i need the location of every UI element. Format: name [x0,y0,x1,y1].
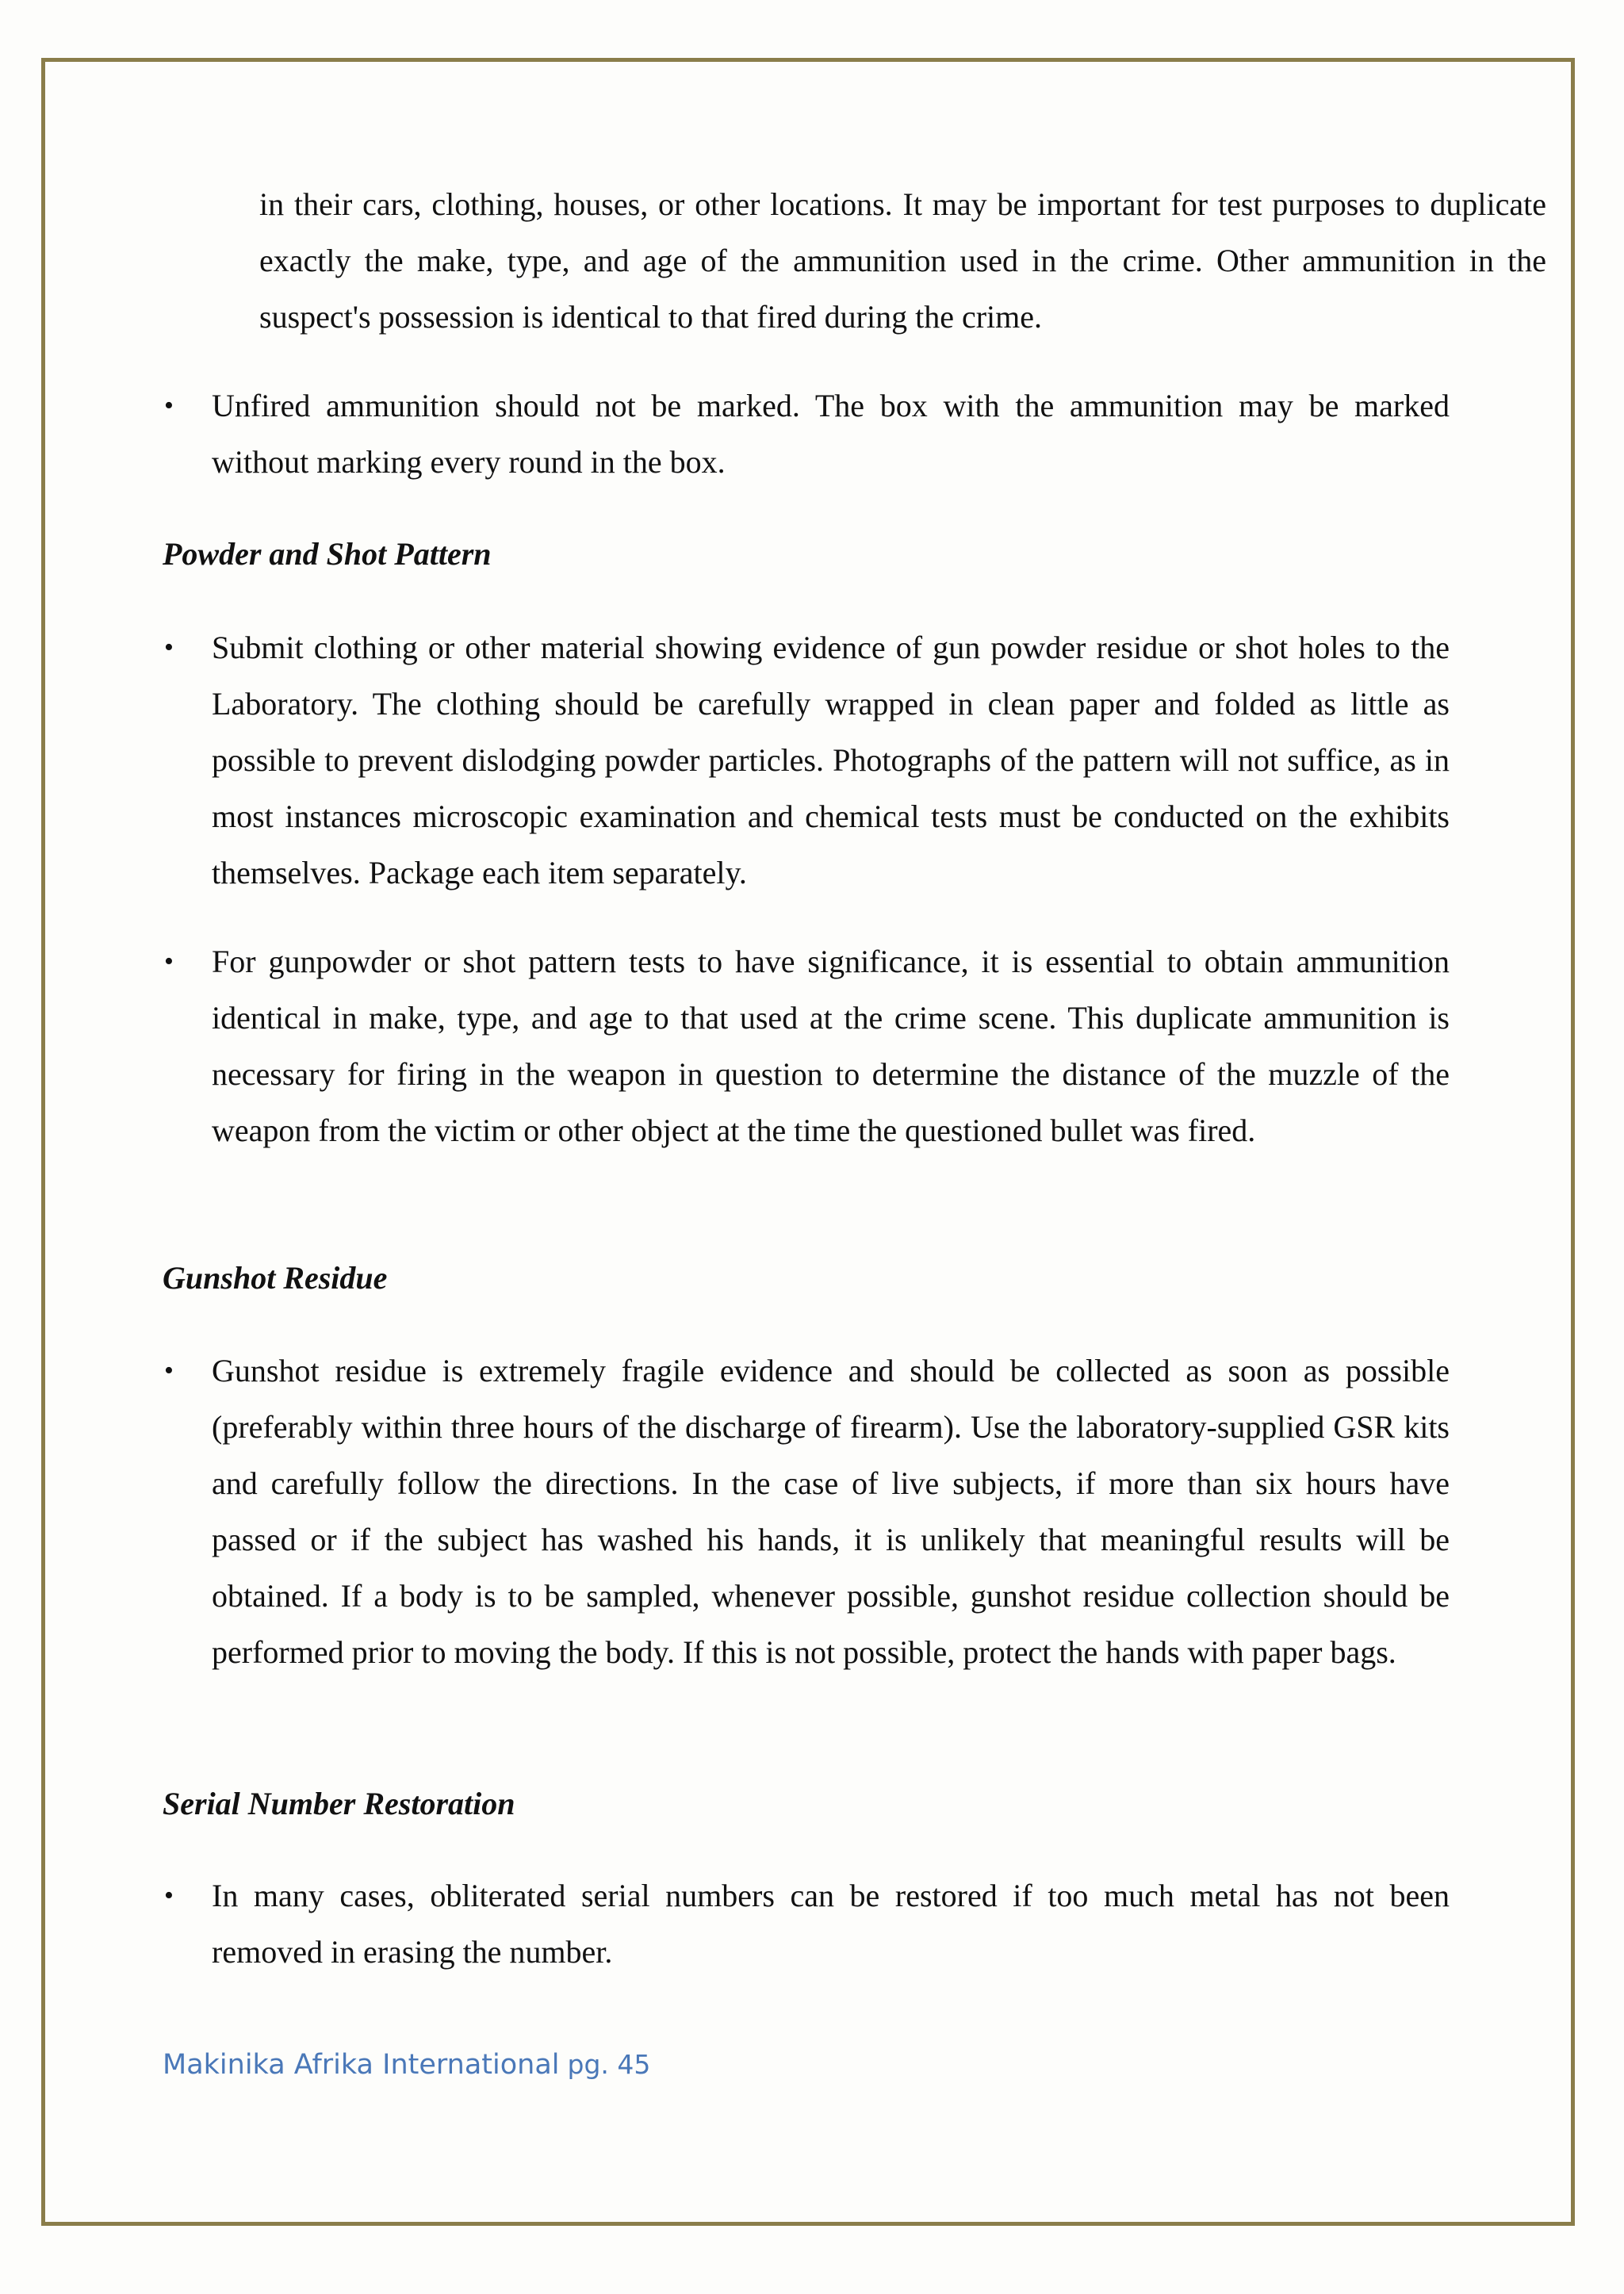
bullet-icon: • [164,1881,174,1910]
list-item-text: Submit clothing or other material showing evidence of gun powder residue or shot holes to the Laboratory. The clothing should be carefully wrapped in clean paper and folded as little as possible to prevent dislodging powder particles. Photographs of the pattern will not suffice, as in most instances microscopic examination and chemical tests must be conducted on the exhibits themselves. Package each item separately. [212,630,1450,890]
list-item-text: Unfired ammunition should not be marked. The box with the ammunition may be marked without marking every round in the box. [212,388,1450,480]
bullet-icon: • [164,947,174,976]
continuation-paragraph: in their cars, clothing, houses, or other locations. It may be important for test purposes to duplicate exactly the make, type, and age of the ammunition used in the crime. Other ammunition in the suspect's possession is identical to that fired during the crime. [259,186,1546,335]
list-item-gunpowder-tests [164,933,1450,1158]
list-item-text: For gunpowder or shot pattern tests to have significance, it is essential to obtain ammunition identical in make, type, and age to that used at the crime scene. This duplicate ammunition is necessary for firing in the weapon in question to determine the distance of the muzzle of the weapon from the victim or other object at the time the questioned bullet was fired. [212,944,1450,1148]
bullet-icon: • [164,1356,174,1385]
list-item-text: In many cases, obliterated serial numbers can be restored if too much metal has not been removed in erasing the number. [212,1878,1450,1970]
list-item-gunshot-residue [164,1342,1450,1680]
bullet-icon: • [164,633,174,662]
footer-publisher: Makinika Afrika International [163,2049,560,2081]
page-footer [163,2049,650,2081]
list-item-text: Gunshot residue is extremely fragile evidence and should be collected as soon as possible (preferably within three hours of the discharge of firearm). Use the laboratory-supplied GSR kits and carefully follow the directions. In the case of live subjects, if more than six hours have passed or if the subject has washed his hands, it is unlikely that meaningful results will be obtained. If a body is to be sampled, whenever possible, gunshot residue collection should be performed prior to moving the body. If this is not possible, protect the hands with paper bags. [212,1353,1450,1670]
bullet-icon: • [164,391,174,420]
list-item-unfired-ammunition [164,377,1450,490]
list-item-serial-numbers [164,1867,1450,1980]
section-heading-gunshot-residue: Gunshot Residue [163,1260,388,1296]
list-item-submit-clothing [164,619,1450,901]
section-heading-powder: Powder and Shot Pattern [163,536,492,572]
page-number: pg. 45 [567,2049,651,2080]
section-heading-serial-number: Serial Number Restoration [163,1786,515,1821]
